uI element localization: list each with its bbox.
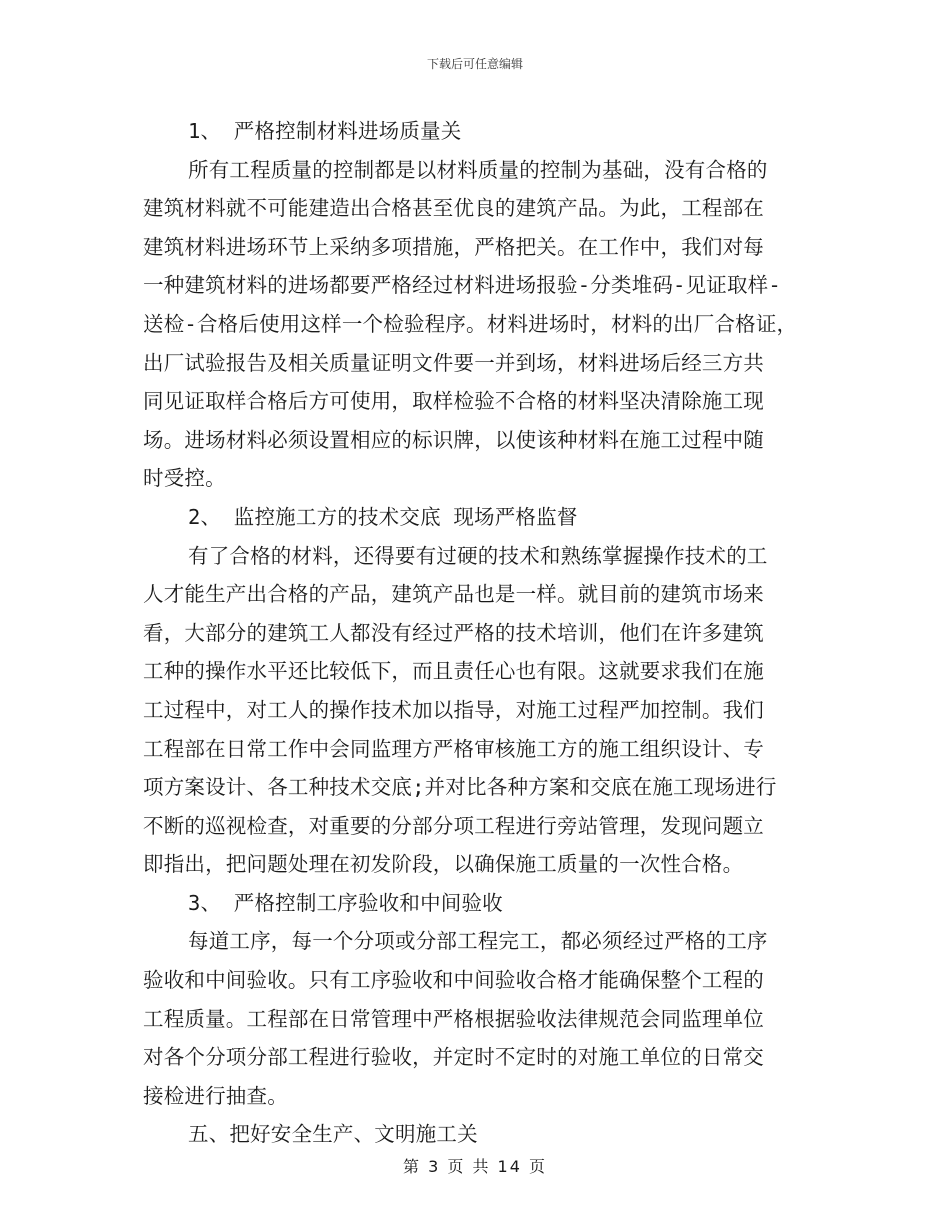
text-line: 项方案设计、各工种技术交底;并对比各种方案和交底在施工现场进行: [143, 775, 777, 800]
body-text: [143, 112, 818, 1154]
section-heading: 2、 监控施工方的技术交底 现场严格监督: [188, 504, 578, 529]
section-heading: 1、 严格控制材料进场质量关: [188, 119, 462, 143]
text-line: 场。进场材料必须设置相应的标识牌，以使该种材料在施工过程中随: [143, 427, 764, 452]
header-note: 下载后可任意编辑: [426, 57, 523, 71]
page-footer: 第 3 页 共 14 页: [403, 1157, 547, 1176]
text-line: 对各个分项分部工程进行验收，并定时不定时的对施工单位的日常交: [143, 1045, 764, 1070]
section-heading: 3、 严格控制工序验收和中间验收: [188, 890, 503, 915]
text-line: 看，大部分的建筑工人都没有经过严格的技术培训，他们在许多建筑: [143, 620, 764, 645]
section-heading: 五、把好安全生产、文明施工关: [188, 1122, 478, 1147]
text-line: 工程质量。工程部在日常管理中严格根据验收法律规范会同监理单位: [143, 1006, 764, 1031]
text-line: 时受控。: [143, 466, 226, 491]
text-line: 一种建筑材料的进场都要严格经过材料进场报验-分类堆码-见证取样-: [143, 273, 781, 298]
text-line: 同见证取样合格后方可使用，取样检验不合格的材料坚决清除施工现: [143, 389, 764, 414]
text-line: 每道工序，每一个分项或分部工程完工，都必须经过严格的工序: [188, 929, 768, 954]
text-line: 建筑材料进场环节上采纳多项措施，严格把关。在工作中，我们对每: [143, 234, 764, 259]
text-line: 即指出，把问题处理在初发阶段，以确保施工质量的一次性合格。: [143, 852, 744, 877]
text-line: 人才能生产出合格的产品，建筑产品也是一样。就目前的建筑市场来: [143, 582, 764, 607]
text-line: 出厂试验报告及相关质量证明文件要一并到场，材料进场后经三方共: [143, 350, 764, 375]
text-line: 工过程中，对工人的操作技术加以指导，对施工过程严加控制。我们: [143, 697, 764, 722]
text-line: 工种的操作水平还比较低下，而且责任心也有限。这就要求我们在施: [143, 659, 764, 684]
text-line: 接检进行抽查。: [143, 1083, 288, 1108]
text-line: 工程部在日常工作中会同监理方严格审核施工方的施工组织设计、专: [143, 736, 764, 761]
text-line: 有了合格的材料，还得要有过硬的技术和熟练掌握操作技术的工: [188, 543, 768, 568]
text-line: 送检-合格后使用这样一个检验程序。材料进场时，材料的出厂合格证，: [143, 311, 798, 336]
text-line: 验收和中间验收。只有工序验收和中间验收合格才能确保整个工程的: [143, 968, 764, 993]
text-line: 建筑材料就不可能建造出合格甚至优良的建筑产品。为此，工程部在: [143, 196, 764, 221]
text-line: 所有工程质量的控制都是以材料质量的控制为基础，没有合格的: [188, 157, 768, 182]
text-line: 不断的巡视检查，对重要的分部分项工程进行旁站管理，发现问题立: [143, 813, 764, 838]
